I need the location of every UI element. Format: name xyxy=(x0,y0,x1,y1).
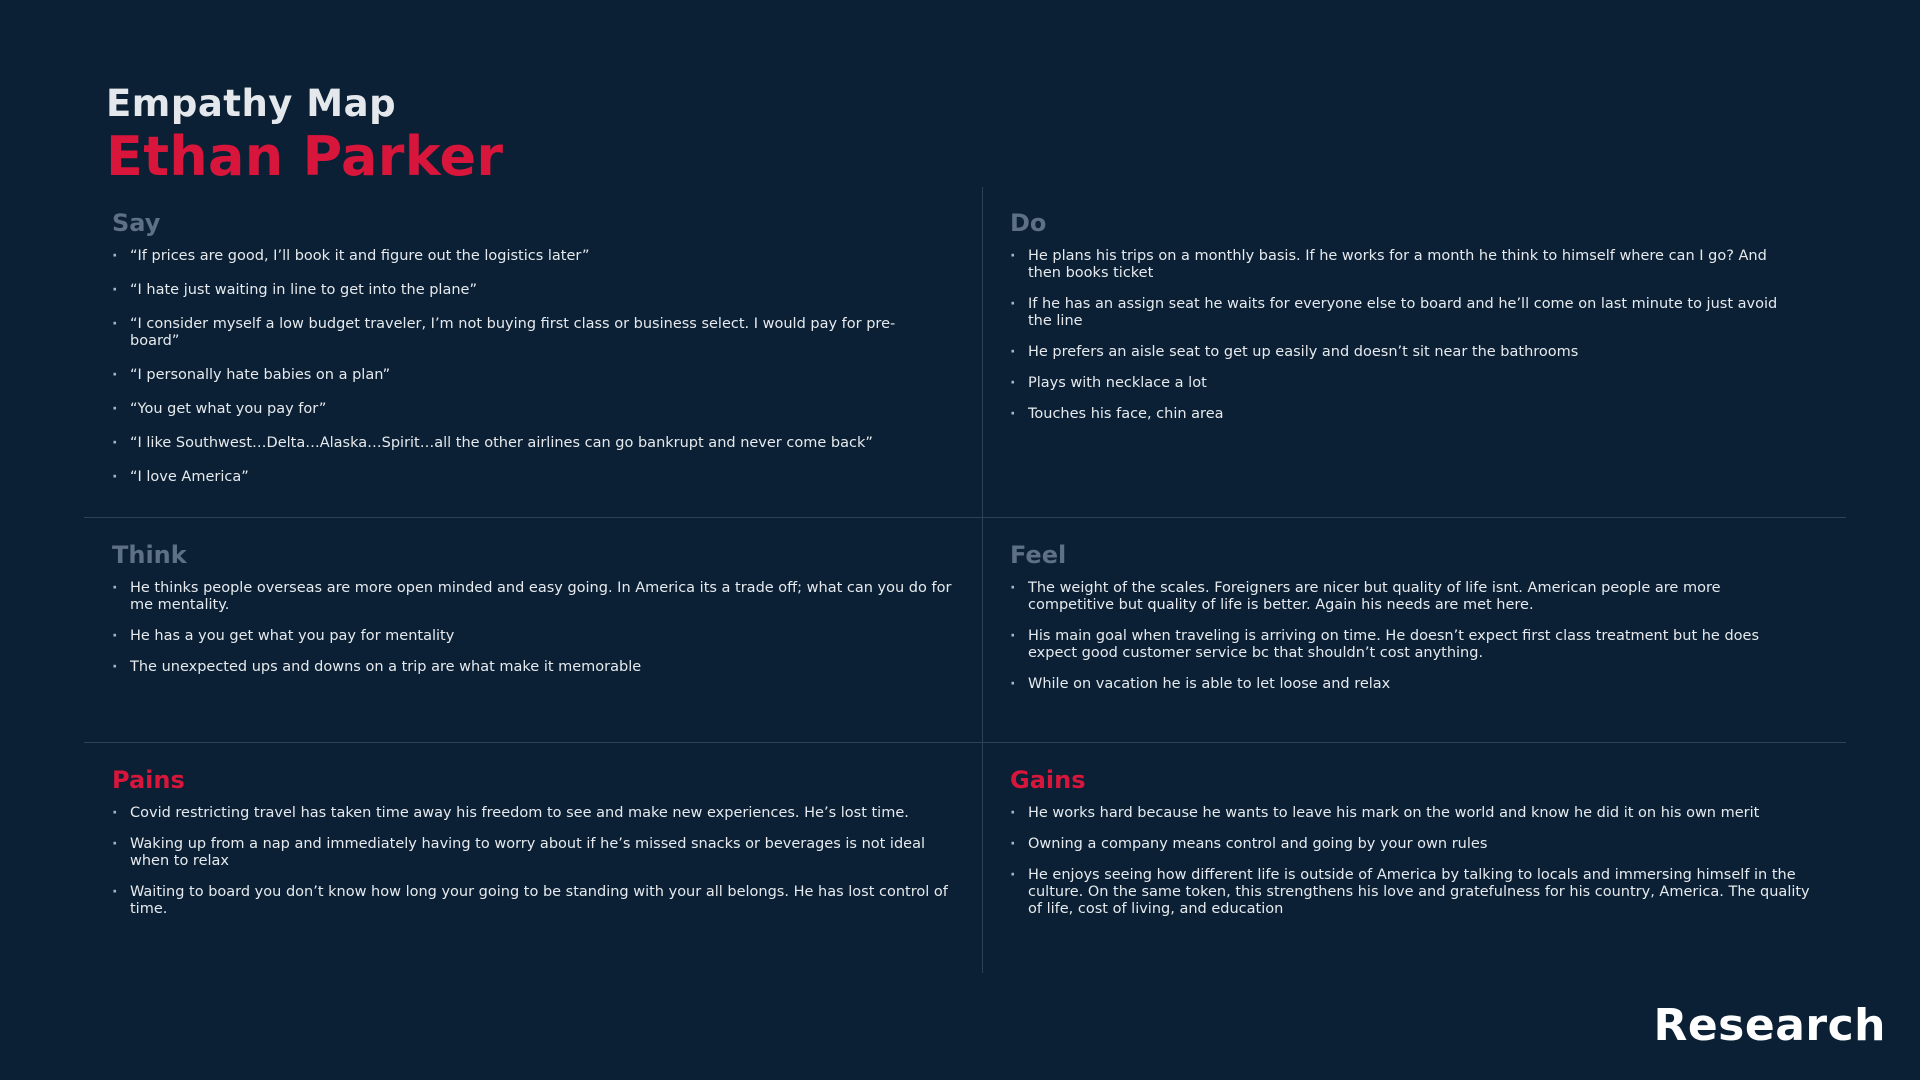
do-section xyxy=(1010,208,1780,437)
list-item: · The unexpected ups and downs on a trip are what make it memorable xyxy=(112,659,952,676)
list-item: · He has a you get what you pay for mentality xyxy=(112,628,952,645)
feel-heading: Feel xyxy=(1010,541,1067,569)
list-item: · Waking up from a nap and immediately having to worry about if he’s missed snacks or beverages is not ideal when to relax xyxy=(112,836,952,870)
list-item: · “I like Southwest…Delta…Alaska…Spirit…all the other airlines can go bankrupt and never come back” xyxy=(112,435,932,452)
feel-list xyxy=(1010,580,1780,693)
list-item: · “I love America” xyxy=(112,469,932,486)
pains-list xyxy=(112,805,952,918)
list-item: · “I personally hate babies on a plan” xyxy=(112,367,932,384)
section-label-research: Research xyxy=(1653,1000,1886,1051)
list-item: · He works hard because he wants to leave his mark on the world and know he did it on his own merit xyxy=(1010,805,1810,822)
list-item: · “I hate just waiting in line to get into the plane” xyxy=(112,282,932,299)
horizontal-divider-bottom xyxy=(84,742,1846,743)
gains-heading: Gains xyxy=(1010,766,1086,794)
horizontal-divider-top xyxy=(84,517,1846,518)
think-list xyxy=(112,580,952,676)
say-section xyxy=(112,208,932,503)
pains-heading: Pains xyxy=(112,766,185,794)
list-item: · Waiting to board you don’t know how long your going to be standing with your all belongs. He has lost control of time. xyxy=(112,884,952,918)
do-heading: Do xyxy=(1010,209,1047,237)
feel-section xyxy=(1010,540,1780,707)
say-heading: Say xyxy=(112,209,161,237)
list-item: · Covid restricting travel has taken time away his freedom to see and make new experiences. He’s lost time. xyxy=(112,805,952,822)
list-item: · “I consider myself a low budget traveler, I’m not buying first class or business select. I would pay for pre-board” xyxy=(112,316,932,350)
list-item: · He thinks people overseas are more open minded and easy going. In America its a trade off; what can you do for me mentality. xyxy=(112,580,952,614)
list-item: · “You get what you pay for” xyxy=(112,401,932,418)
list-item: · He enjoys seeing how different life is outside of America by talking to locals and immersing himself in the culture. On the same token, this strengthens his love and gratefulness for his country, America. The quality of life, cost of living, and education xyxy=(1010,867,1810,918)
do-list xyxy=(1010,248,1780,423)
gains-list xyxy=(1010,805,1810,918)
list-item: · Owning a company means control and going by your own rules xyxy=(1010,836,1810,853)
slide-header xyxy=(106,82,503,188)
gains-section xyxy=(1010,765,1810,932)
list-item: · While on vacation he is able to let loose and relax xyxy=(1010,676,1780,693)
list-item: · He prefers an aisle seat to get up easily and doesn’t sit near the bathrooms xyxy=(1010,344,1780,361)
persona-name: Ethan Parker xyxy=(106,125,504,188)
think-heading: Think xyxy=(112,541,187,569)
think-section xyxy=(112,540,952,690)
list-item: · The weight of the scales. Foreigners are nicer but quality of life isnt. American people are more competitive but quality of life is better. Again his needs are met here. xyxy=(1010,580,1780,614)
slide-eyebrow-title: Empathy Map xyxy=(106,82,397,125)
list-item: · He plans his trips on a monthly basis. If he works for a month he think to himself where can I go? And then books ticket xyxy=(1010,248,1780,282)
list-item: · His main goal when traveling is arriving on time. He doesn’t expect first class treatment but he does expect good customer service bc that shouldn’t cost anything. xyxy=(1010,628,1780,662)
pains-section xyxy=(112,765,952,932)
vertical-divider xyxy=(982,187,983,973)
list-item: · Plays with necklace a lot xyxy=(1010,375,1780,392)
list-item: · “If prices are good, I’ll book it and figure out the logistics later” xyxy=(112,248,932,265)
say-list xyxy=(112,248,932,486)
list-item: · Touches his face, chin area xyxy=(1010,406,1780,423)
list-item: · If he has an assign seat he waits for everyone else to board and he’ll come on last minute to just avoid the line xyxy=(1010,296,1780,330)
